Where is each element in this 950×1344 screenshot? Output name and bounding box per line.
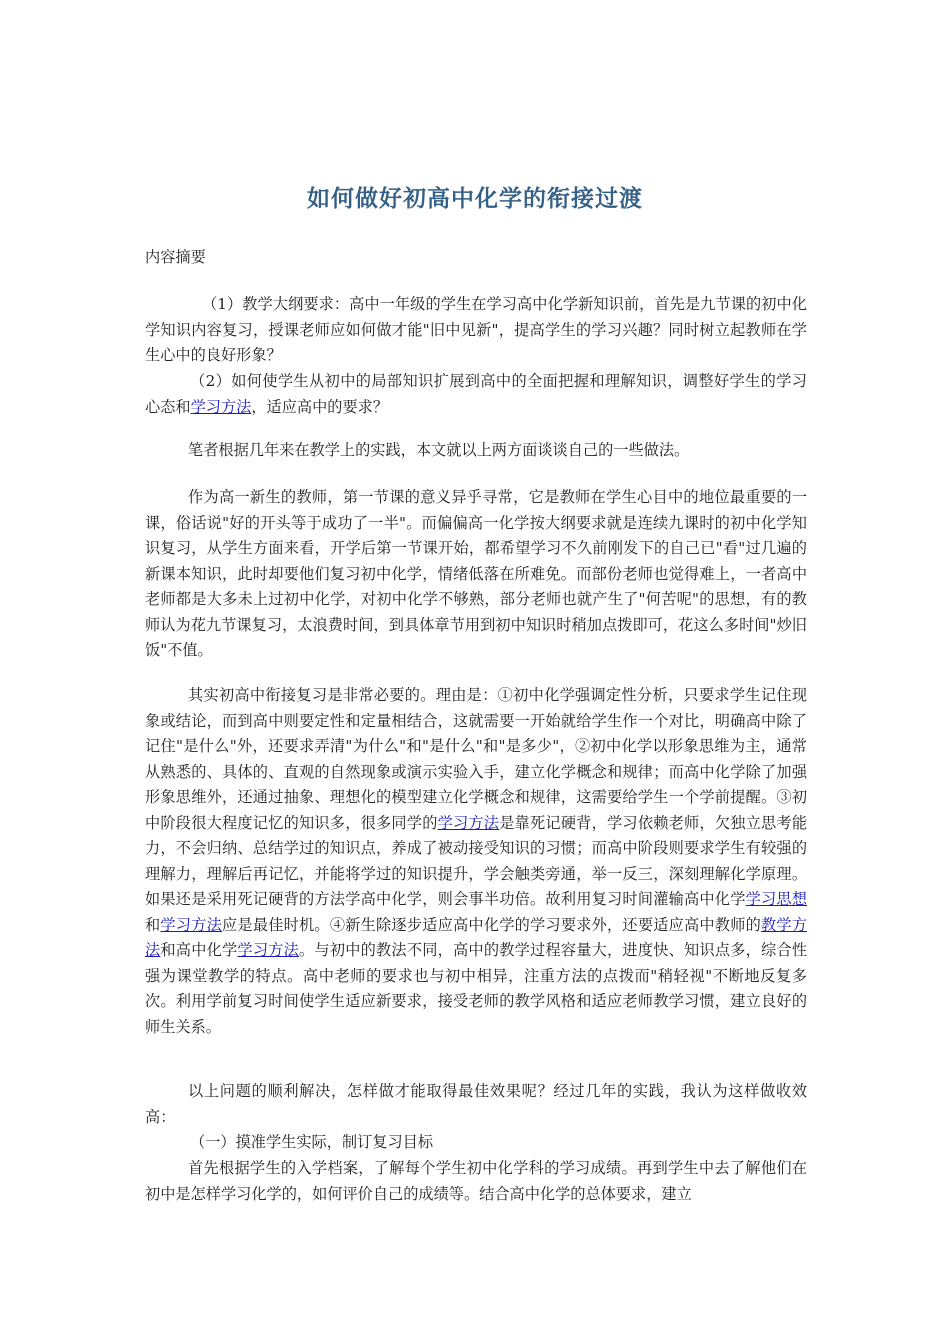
paragraph-4: 作为高一新生的教师，第一节课的意义异乎寻常，它是教师在学生心目中的地位最重要的一课，俗话说"好的开头等于成功了一半"。而偏偏高一化学按大纲要求就是连续九课时的初中化学知识复习，从学生方面来看，开学后第一节课开始，都希望学习不久前刚发下的自己已"看"过几遍的新课本知识，此时却要他们复习初中化学，情绪低落在所难免。而部份老师也觉得难上，一者高中老师都是大多未上过初中化学，对初中化学不够熟，部分老师也就产生了"何苦呢"的思想，有的教师认为花九节课复习，太浪费时间，到具体章节用到初中知识时稍加点拨即可，花这么多时间"炒旧饭"不值。 (145, 488, 807, 659)
paragraph-6: 以上问题的顺利解决，怎样做才能取得最佳效果呢？经过几年的实践，我认为这样做收效高： (145, 1082, 807, 1126)
link-teaching-method[interactable]: 教学方法 (145, 915, 808, 959)
paragraph-3: 笔者根据几年来在教学上的实践，本文就以上两方面谈谈自己的一些做法。 (188, 441, 690, 459)
paragraph-5-text-d: 应是最佳时机。④新生除逐步适应高中化学的学习要求外，还要适应高中教师的 (222, 915, 762, 934)
paragraph-2 (145, 369, 807, 420)
link-study-thinking[interactable]: 学习思想 (745, 890, 808, 908)
paragraph-2-text-a: （2）如何使学生从初中的局部知识扩展到高中的全面把握和理解知识，调整好学生的学习心态和 (145, 372, 807, 416)
paragraph-5-text-b: 是靠死记硬背，学习依赖老师，欠独立思考能力，不会归纳、总结学过的知识点，养成了被动接受知识的习惯；而高中阶段则要求学生有较强的理解力，理解后再记忆，并能将学过的知识提升，学会触类旁通，举一反三，深刻理解化学原理。如果还是采用死记硬背的方法学高中化学，则会事半功倍。故利用复习时间灌输高中化学 (145, 813, 808, 908)
paragraph-5-text-c: 和 (145, 915, 161, 934)
paragraph-5-text-e: 和高中化学 (160, 941, 238, 959)
paragraph-8: 首先根据学生的入学档案，了解每个学生初中化学科的学习成绩。再到学生中去了解他们在初中是怎样学习化学的，如何评价自己的成绩等。结合高中化学的总体要求，建立 (145, 1159, 807, 1203)
paragraph-2-text-b: ，适应高中的要求？ (251, 397, 388, 416)
document-title: 如何做好初高中化学的衔接过渡 (307, 185, 643, 212)
summary-label: 内容摘要 (145, 248, 206, 266)
paragraph-5-text-f: 。与初中的教法不同，高中的教学过程容量大，进度快、知识点多，综合性强为课堂教学的特点。高中老师的要求也与初中相异，注重方法的点拨而"稍轻视"不断地反复多次。利用学前复习时间使学生适应新要求，接受老师的教学风格和适应老师教学习惯，建立良好的师生关系。 (145, 941, 808, 1036)
paragraph-1: （1）教学大纲要求：高中一年级的学生在学习高中化学新知识前，首先是九节课的初中化学知识内容复习，授课老师应如何做才能"旧中见新"，提高学生的学习兴趣？同时树立起教师在学生心中的良好形象？ (145, 295, 807, 364)
paragraph-5 (145, 683, 807, 1040)
link-study-method-3[interactable]: 学习方法 (160, 915, 223, 934)
link-study-method-4[interactable]: 学习方法 (237, 941, 300, 959)
link-study-method[interactable]: 学习方法 (190, 397, 252, 416)
section-heading-1: （一）摸准学生实际，制订复习目标 (190, 1133, 433, 1151)
paragraph-5-text-a: 其实初高中衔接复习是非常必要的。理由是：①初中化学强调定性分析，只要求学生记住现象或结论，而到高中则要定性和定量相结合，这就需要一开始就给学生作一个对比，明确高中除了记住"是什么"外，还要求弄清"为什么"和"是什么"和"是多少"，②初中化学以形象思维为主，通常从熟悉的、具体的、直观的自然现象或演示实验入手，建立化学概念和规律；而高中化学除了加强形象思维外，还通过抽象、理想化的模型建立化学概念和规律，这需要给学生一个学前提醒。③初中阶段很大程度记忆的知识多，很多同学的 (145, 686, 807, 832)
link-study-method-2[interactable]: 学习方法 (437, 813, 500, 832)
